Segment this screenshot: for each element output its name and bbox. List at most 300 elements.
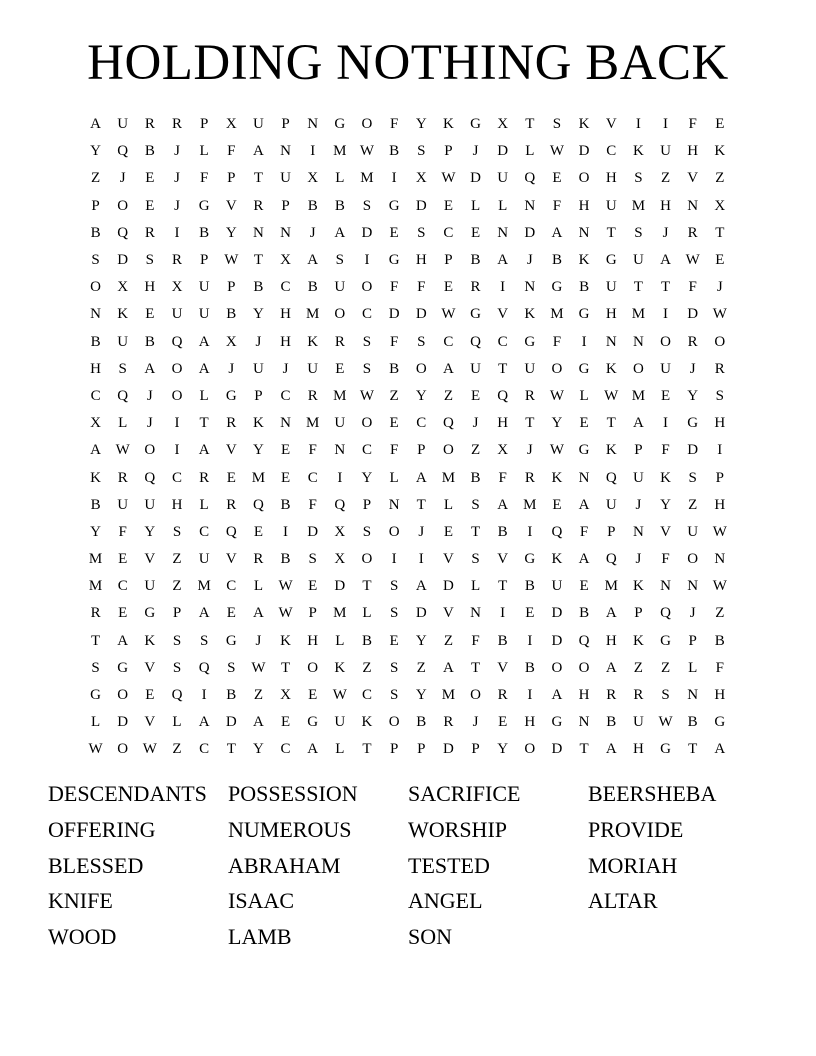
- grid-letter[interactable]: A: [605, 605, 617, 622]
- grid-letter[interactable]: T: [470, 659, 481, 676]
- grid-letter[interactable]: O: [90, 279, 101, 296]
- grid-letter[interactable]: D: [225, 714, 237, 731]
- grid-letter[interactable]: H: [714, 687, 726, 704]
- grid-letter[interactable]: R: [253, 197, 264, 214]
- grid-letter[interactable]: J: [526, 252, 533, 269]
- grid-letter[interactable]: P: [417, 442, 426, 459]
- grid-letter[interactable]: J: [526, 442, 533, 459]
- grid-letter[interactable]: O: [470, 687, 481, 704]
- grid-letter[interactable]: A: [442, 360, 454, 377]
- grid-letter[interactable]: L: [688, 659, 698, 676]
- grid-letter[interactable]: U: [605, 279, 617, 296]
- grid-letter[interactable]: I: [174, 224, 180, 241]
- grid-letter[interactable]: J: [119, 170, 126, 187]
- grid-letter[interactable]: W: [359, 387, 375, 404]
- grid-letter[interactable]: A: [605, 741, 617, 758]
- grid-letter[interactable]: Y: [415, 116, 427, 133]
- grid-letter[interactable]: F: [661, 551, 670, 568]
- grid-letter[interactable]: J: [255, 632, 262, 649]
- grid-letter[interactable]: K: [252, 415, 264, 432]
- grid-letter[interactable]: O: [361, 116, 373, 133]
- grid-letter[interactable]: K: [90, 469, 101, 486]
- grid-letter[interactable]: M: [333, 605, 347, 622]
- grid-letter[interactable]: W: [278, 578, 293, 595]
- grid-letter[interactable]: Z: [715, 605, 725, 622]
- grid-letter[interactable]: O: [442, 442, 454, 459]
- grid-letter[interactable]: A: [307, 741, 319, 758]
- grid-letter[interactable]: X: [280, 687, 291, 704]
- grid-letter[interactable]: I: [174, 415, 180, 432]
- grid-letter[interactable]: L: [470, 578, 481, 595]
- grid-letter[interactable]: N: [687, 197, 699, 214]
- grid-letter[interactable]: X: [117, 279, 129, 296]
- grid-letter[interactable]: S: [362, 333, 372, 350]
- grid-letter[interactable]: N: [687, 578, 699, 595]
- grid-letter[interactable]: T: [688, 741, 698, 758]
- grid-letter[interactable]: L: [199, 143, 209, 160]
- grid-letter[interactable]: B: [199, 224, 210, 241]
- grid-letter[interactable]: U: [632, 714, 644, 731]
- grid-letter[interactable]: S: [118, 360, 127, 377]
- grid-letter[interactable]: G: [90, 687, 101, 704]
- grid-letter[interactable]: E: [280, 469, 291, 486]
- grid-letter[interactable]: Q: [551, 523, 563, 540]
- grid-letter[interactable]: H: [605, 170, 617, 187]
- grid-letter[interactable]: K: [551, 469, 563, 486]
- grid-letter[interactable]: Q: [252, 496, 264, 513]
- grid-letter[interactable]: P: [417, 741, 426, 758]
- grid-letter[interactable]: E: [389, 224, 399, 241]
- grid-letter[interactable]: B: [389, 143, 400, 160]
- grid-letter[interactable]: O: [660, 333, 671, 350]
- grid-letter[interactable]: A: [307, 252, 319, 269]
- grid-letter[interactable]: G: [578, 306, 590, 323]
- grid-letter[interactable]: Q: [497, 387, 509, 404]
- grid-letter[interactable]: N: [632, 333, 644, 350]
- grid-letter[interactable]: Q: [334, 496, 346, 513]
- grid-letter[interactable]: Y: [687, 387, 699, 404]
- grid-letter[interactable]: J: [255, 333, 262, 350]
- grid-letter[interactable]: N: [470, 605, 481, 622]
- grid-letter[interactable]: N: [578, 224, 590, 241]
- grid-letter[interactable]: D: [687, 442, 699, 459]
- grid-letter[interactable]: D: [442, 741, 454, 758]
- grid-letter[interactable]: O: [632, 360, 644, 377]
- grid-letter[interactable]: O: [687, 551, 699, 568]
- grid-letter[interactable]: V: [225, 551, 237, 568]
- grid-letter[interactable]: B: [280, 551, 291, 568]
- grid-letter[interactable]: K: [605, 442, 617, 459]
- grid-letter[interactable]: Q: [117, 143, 129, 160]
- grid-letter[interactable]: O: [551, 659, 563, 676]
- grid-letter[interactable]: H: [280, 306, 291, 323]
- grid-letter[interactable]: Q: [171, 687, 183, 704]
- grid-letter[interactable]: N: [632, 523, 644, 540]
- grid-letter[interactable]: S: [145, 252, 155, 269]
- grid-letter[interactable]: Z: [688, 496, 698, 513]
- grid-letter[interactable]: P: [308, 605, 317, 622]
- grid-letter[interactable]: J: [418, 523, 425, 540]
- grid-letter[interactable]: E: [552, 496, 562, 513]
- grid-letter[interactable]: O: [388, 714, 400, 731]
- grid-letter[interactable]: Z: [715, 170, 725, 187]
- grid-letter[interactable]: Y: [252, 442, 264, 459]
- grid-letter[interactable]: P: [172, 605, 182, 622]
- grid-letter[interactable]: S: [634, 170, 643, 187]
- grid-letter[interactable]: G: [307, 714, 319, 731]
- grid-letter[interactable]: P: [444, 143, 453, 160]
- grid-letter[interactable]: A: [578, 496, 590, 513]
- grid-letter[interactable]: U: [687, 523, 699, 540]
- grid-letter[interactable]: I: [527, 687, 533, 704]
- grid-letter[interactable]: B: [226, 687, 237, 704]
- grid-letter[interactable]: H: [714, 496, 726, 513]
- grid-letter[interactable]: G: [334, 116, 346, 133]
- grid-letter[interactable]: E: [443, 197, 453, 214]
- grid-letter[interactable]: W: [549, 442, 565, 459]
- grid-letter[interactable]: Y: [551, 415, 563, 432]
- grid-letter[interactable]: U: [334, 415, 346, 432]
- grid-letter[interactable]: W: [658, 714, 673, 731]
- grid-letter[interactable]: W: [712, 578, 727, 595]
- grid-letter[interactable]: R: [171, 116, 182, 133]
- grid-letter[interactable]: Z: [172, 578, 182, 595]
- grid-letter[interactable]: D: [361, 224, 373, 241]
- grid-letter[interactable]: B: [90, 496, 101, 513]
- grid-letter[interactable]: I: [310, 143, 316, 160]
- grid-letter[interactable]: Z: [470, 442, 481, 459]
- grid-letter[interactable]: O: [361, 415, 373, 432]
- grid-letter[interactable]: E: [308, 687, 318, 704]
- grid-letter[interactable]: Z: [389, 387, 399, 404]
- grid-letter[interactable]: T: [660, 279, 671, 296]
- grid-letter[interactable]: Z: [362, 659, 372, 676]
- grid-letter[interactable]: A: [442, 659, 454, 676]
- grid-letter[interactable]: U: [632, 252, 644, 269]
- grid-letter[interactable]: A: [578, 551, 590, 568]
- grid-letter[interactable]: F: [389, 116, 399, 133]
- grid-letter[interactable]: C: [361, 687, 372, 704]
- grid-letter[interactable]: U: [334, 714, 346, 731]
- grid-letter[interactable]: B: [253, 279, 264, 296]
- grid-letter[interactable]: F: [552, 333, 562, 350]
- grid-letter[interactable]: U: [307, 360, 319, 377]
- grid-letter[interactable]: J: [146, 415, 153, 432]
- grid-letter[interactable]: G: [388, 197, 400, 214]
- grid-letter[interactable]: J: [228, 360, 235, 377]
- grid-letter[interactable]: R: [226, 496, 237, 513]
- grid-letter[interactable]: E: [145, 170, 155, 187]
- grid-letter[interactable]: Y: [415, 387, 427, 404]
- grid-letter[interactable]: A: [551, 687, 563, 704]
- grid-letter[interactable]: S: [552, 116, 562, 133]
- grid-letter[interactable]: K: [524, 306, 536, 323]
- grid-letter[interactable]: R: [199, 469, 210, 486]
- grid-letter[interactable]: X: [90, 415, 101, 432]
- grid-letter[interactable]: S: [389, 659, 399, 676]
- grid-letter[interactable]: F: [579, 523, 589, 540]
- grid-letter[interactable]: A: [198, 442, 210, 459]
- grid-letter[interactable]: J: [662, 224, 669, 241]
- grid-letter[interactable]: G: [470, 306, 481, 323]
- grid-letter[interactable]: S: [661, 687, 670, 704]
- grid-letter[interactable]: N: [605, 333, 617, 350]
- grid-letter[interactable]: M: [88, 578, 103, 595]
- grid-letter[interactable]: P: [362, 496, 372, 513]
- grid-letter[interactable]: M: [631, 387, 646, 404]
- grid-letter[interactable]: K: [442, 116, 454, 133]
- grid-letter[interactable]: A: [198, 333, 210, 350]
- grid-letter[interactable]: U: [117, 116, 129, 133]
- grid-letter[interactable]: U: [171, 306, 183, 323]
- grid-letter[interactable]: N: [280, 224, 291, 241]
- grid-letter[interactable]: Y: [497, 741, 509, 758]
- grid-letter[interactable]: R: [90, 605, 101, 622]
- grid-letter[interactable]: J: [174, 143, 180, 160]
- grid-letter[interactable]: I: [663, 415, 669, 432]
- grid-letter[interactable]: P: [389, 741, 399, 758]
- grid-letter[interactable]: P: [91, 197, 100, 214]
- grid-letter[interactable]: J: [174, 197, 180, 214]
- grid-letter[interactable]: M: [441, 469, 456, 486]
- grid-letter[interactable]: W: [224, 252, 239, 269]
- grid-letter[interactable]: A: [551, 224, 563, 241]
- grid-letter[interactable]: N: [90, 306, 101, 323]
- grid-letter[interactable]: A: [334, 224, 346, 241]
- grid-letter[interactable]: P: [715, 469, 724, 486]
- grid-letter[interactable]: P: [199, 116, 209, 133]
- grid-letter[interactable]: B: [307, 279, 318, 296]
- grid-letter[interactable]: W: [549, 387, 565, 404]
- grid-letter[interactable]: L: [253, 578, 263, 595]
- grid-letter[interactable]: C: [416, 415, 427, 432]
- grid-letter[interactable]: E: [145, 197, 155, 214]
- grid-letter[interactable]: Z: [253, 687, 263, 704]
- grid-letter[interactable]: Y: [660, 496, 671, 513]
- grid-letter[interactable]: L: [90, 714, 101, 731]
- grid-letter[interactable]: J: [635, 496, 642, 513]
- grid-letter[interactable]: P: [634, 442, 643, 459]
- grid-letter[interactable]: N: [714, 551, 726, 568]
- grid-letter[interactable]: C: [280, 741, 291, 758]
- grid-letter[interactable]: E: [308, 578, 318, 595]
- grid-letter[interactable]: P: [444, 252, 453, 269]
- grid-letter[interactable]: C: [226, 578, 237, 595]
- grid-letter[interactable]: S: [471, 551, 480, 568]
- grid-letter[interactable]: I: [364, 252, 370, 269]
- grid-letter[interactable]: U: [144, 578, 156, 595]
- grid-letter[interactable]: X: [225, 116, 237, 133]
- grid-letter[interactable]: J: [146, 387, 153, 404]
- grid-letter[interactable]: G: [578, 442, 590, 459]
- grid-letter[interactable]: A: [198, 714, 210, 731]
- grid-letter[interactable]: L: [335, 632, 345, 649]
- grid-letter[interactable]: A: [252, 143, 264, 160]
- grid-letter[interactable]: N: [280, 415, 291, 432]
- grid-letter[interactable]: R: [524, 387, 535, 404]
- grid-letter[interactable]: R: [606, 687, 617, 704]
- grid-letter[interactable]: I: [391, 170, 397, 187]
- grid-letter[interactable]: U: [497, 170, 509, 187]
- grid-letter[interactable]: C: [199, 741, 210, 758]
- grid-letter[interactable]: L: [579, 387, 589, 404]
- grid-letter[interactable]: I: [500, 279, 506, 296]
- grid-letter[interactable]: I: [663, 116, 669, 133]
- grid-letter[interactable]: T: [90, 632, 101, 649]
- grid-letter[interactable]: J: [174, 170, 180, 187]
- grid-letter[interactable]: B: [579, 279, 590, 296]
- grid-letter[interactable]: Y: [415, 632, 427, 649]
- grid-letter[interactable]: E: [118, 551, 128, 568]
- grid-letter[interactable]: U: [334, 279, 346, 296]
- grid-letter[interactable]: Y: [90, 143, 101, 160]
- grid-letter[interactable]: G: [388, 252, 400, 269]
- grid-letter[interactable]: W: [549, 143, 565, 160]
- grid-letter[interactable]: U: [198, 551, 210, 568]
- grid-letter[interactable]: V: [442, 551, 454, 568]
- grid-letter[interactable]: C: [199, 523, 210, 540]
- grid-letter[interactable]: B: [497, 632, 508, 649]
- grid-letter[interactable]: G: [551, 279, 563, 296]
- grid-letter[interactable]: S: [199, 632, 209, 649]
- grid-letter[interactable]: B: [90, 224, 101, 241]
- grid-letter[interactable]: D: [470, 170, 481, 187]
- grid-letter[interactable]: X: [497, 442, 509, 459]
- grid-letter[interactable]: T: [498, 360, 508, 377]
- grid-letter[interactable]: Y: [361, 469, 373, 486]
- grid-letter[interactable]: Y: [252, 741, 264, 758]
- grid-letter[interactable]: B: [687, 714, 698, 731]
- grid-letter[interactable]: O: [117, 741, 129, 758]
- grid-letter[interactable]: U: [198, 306, 210, 323]
- grid-letter[interactable]: C: [280, 279, 291, 296]
- grid-letter[interactable]: E: [226, 469, 236, 486]
- grid-letter[interactable]: D: [497, 143, 509, 160]
- grid-letter[interactable]: W: [712, 306, 727, 323]
- grid-letter[interactable]: S: [362, 360, 372, 377]
- grid-letter[interactable]: K: [144, 632, 156, 649]
- grid-letter[interactable]: L: [335, 170, 345, 187]
- grid-letter[interactable]: M: [360, 170, 374, 187]
- grid-letter[interactable]: L: [335, 741, 345, 758]
- grid-letter[interactable]: Q: [660, 605, 671, 622]
- grid-letter[interactable]: P: [688, 632, 697, 649]
- grid-letter[interactable]: D: [524, 224, 536, 241]
- grid-letter[interactable]: E: [579, 415, 589, 432]
- grid-letter[interactable]: V: [144, 714, 156, 731]
- grid-letter[interactable]: S: [715, 387, 724, 404]
- grid-letter[interactable]: T: [606, 224, 616, 241]
- grid-letter[interactable]: E: [145, 306, 155, 323]
- grid-letter[interactable]: X: [714, 197, 726, 214]
- grid-letter[interactable]: F: [417, 279, 426, 296]
- grid-letter[interactable]: B: [497, 523, 508, 540]
- grid-letter[interactable]: U: [632, 469, 644, 486]
- grid-letter[interactable]: G: [524, 333, 536, 350]
- grid-letter[interactable]: R: [524, 469, 535, 486]
- grid-letter[interactable]: A: [90, 442, 101, 459]
- grid-letter[interactable]: U: [144, 496, 156, 513]
- grid-letter[interactable]: L: [389, 469, 399, 486]
- grid-letter[interactable]: K: [632, 578, 644, 595]
- grid-letter[interactable]: F: [308, 442, 317, 459]
- grid-letter[interactable]: F: [118, 523, 127, 540]
- grid-letter[interactable]: F: [661, 442, 670, 459]
- grid-letter[interactable]: L: [199, 387, 209, 404]
- grid-letter[interactable]: M: [631, 197, 646, 214]
- grid-letter[interactable]: N: [578, 714, 590, 731]
- grid-letter[interactable]: Y: [225, 224, 237, 241]
- grid-letter[interactable]: Q: [578, 632, 590, 649]
- grid-letter[interactable]: U: [524, 360, 536, 377]
- grid-letter[interactable]: V: [687, 170, 699, 187]
- grid-letter[interactable]: F: [227, 143, 236, 160]
- grid-letter[interactable]: Y: [252, 306, 264, 323]
- grid-letter[interactable]: F: [389, 442, 399, 459]
- grid-letter[interactable]: T: [253, 170, 263, 187]
- grid-letter[interactable]: E: [579, 578, 589, 595]
- grid-letter[interactable]: O: [388, 523, 400, 540]
- grid-letter[interactable]: U: [605, 496, 617, 513]
- grid-letter[interactable]: F: [688, 279, 697, 296]
- grid-letter[interactable]: U: [660, 360, 671, 377]
- grid-letter[interactable]: Z: [90, 170, 101, 187]
- grid-letter[interactable]: A: [415, 578, 427, 595]
- grid-letter[interactable]: H: [714, 415, 726, 432]
- grid-letter[interactable]: B: [361, 632, 372, 649]
- grid-letter[interactable]: D: [415, 605, 427, 622]
- grid-letter[interactable]: J: [689, 605, 696, 622]
- grid-letter[interactable]: C: [361, 306, 372, 323]
- grid-letter[interactable]: K: [334, 659, 346, 676]
- grid-letter[interactable]: E: [389, 415, 399, 432]
- grid-letter[interactable]: T: [416, 496, 426, 513]
- grid-letter[interactable]: P: [634, 605, 643, 622]
- grid-letter[interactable]: R: [687, 224, 698, 241]
- grid-letter[interactable]: Q: [524, 170, 536, 187]
- grid-letter[interactable]: B: [389, 360, 400, 377]
- grid-letter[interactable]: Z: [443, 387, 453, 404]
- grid-letter[interactable]: T: [362, 741, 372, 758]
- grid-letter[interactable]: A: [497, 252, 509, 269]
- grid-letter[interactable]: G: [660, 741, 671, 758]
- grid-letter[interactable]: A: [632, 415, 644, 432]
- grid-letter[interactable]: W: [441, 170, 456, 187]
- grid-letter[interactable]: T: [525, 116, 535, 133]
- grid-letter[interactable]: H: [632, 741, 644, 758]
- grid-letter[interactable]: G: [551, 714, 563, 731]
- grid-letter[interactable]: U: [252, 360, 264, 377]
- grid-letter[interactable]: D: [388, 306, 400, 323]
- grid-letter[interactable]: F: [389, 333, 399, 350]
- grid-letter[interactable]: B: [144, 143, 155, 160]
- grid-letter[interactable]: G: [144, 605, 156, 622]
- grid-letter[interactable]: F: [308, 496, 317, 513]
- grid-letter[interactable]: J: [282, 360, 289, 377]
- grid-letter[interactable]: X: [225, 333, 237, 350]
- grid-letter[interactable]: K: [605, 360, 617, 377]
- grid-letter[interactable]: G: [605, 252, 617, 269]
- grid-letter[interactable]: E: [443, 279, 453, 296]
- grid-letter[interactable]: R: [714, 360, 725, 377]
- grid-letter[interactable]: H: [280, 333, 291, 350]
- grid-letter[interactable]: O: [117, 197, 129, 214]
- grid-letter[interactable]: G: [470, 116, 481, 133]
- grid-letter[interactable]: B: [307, 197, 318, 214]
- grid-letter[interactable]: Y: [415, 687, 427, 704]
- grid-letter[interactable]: W: [115, 442, 130, 459]
- grid-letter[interactable]: M: [333, 387, 347, 404]
